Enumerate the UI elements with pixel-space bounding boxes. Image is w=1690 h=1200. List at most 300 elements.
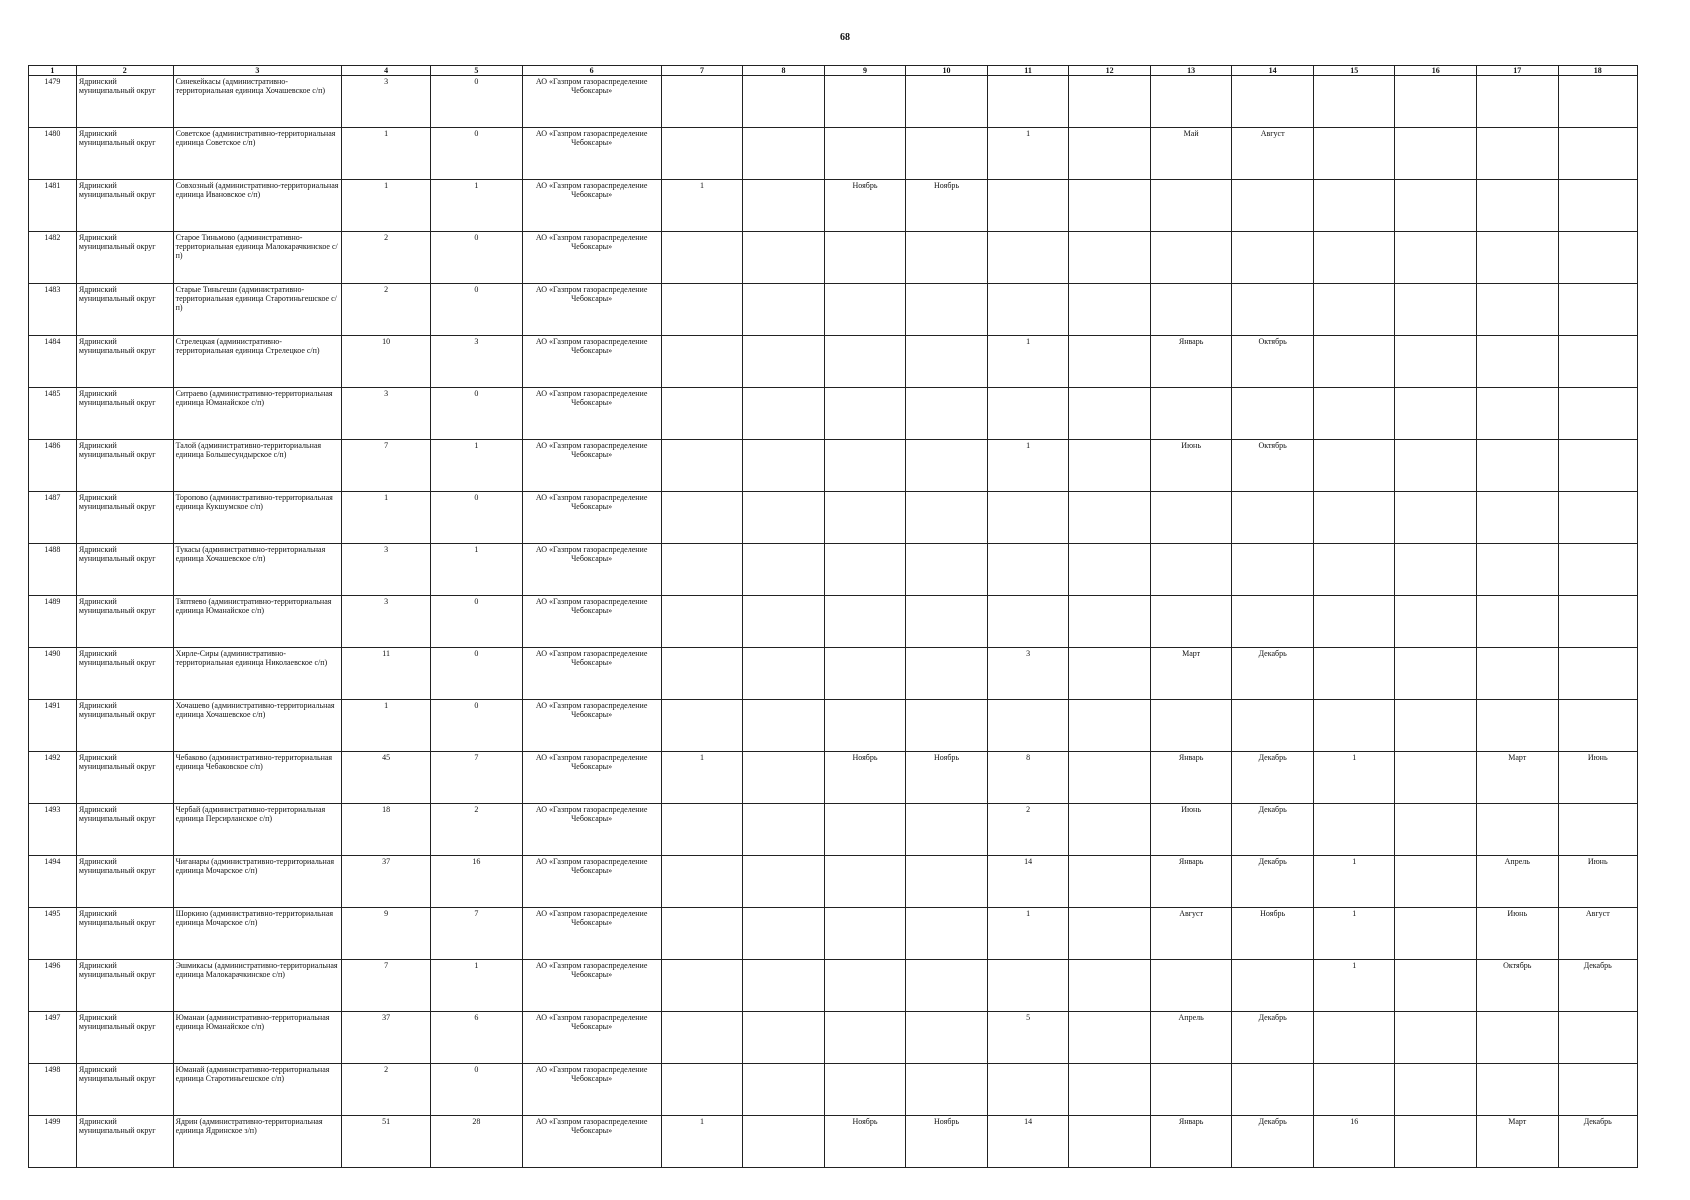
col10-cell — [906, 856, 988, 908]
col18-cell — [1558, 128, 1637, 180]
col15-cell — [1313, 232, 1395, 284]
col18-cell — [1558, 336, 1637, 388]
col17-cell — [1477, 440, 1559, 492]
col14-cell: Август — [1232, 128, 1314, 180]
district-cell: Ядринский муниципальный округ — [76, 492, 173, 544]
col9-cell — [824, 232, 906, 284]
col15-cell — [1313, 544, 1395, 596]
col11-cell: 5 — [987, 1012, 1069, 1064]
col13-cell — [1150, 284, 1232, 336]
col13-cell: Август — [1150, 908, 1232, 960]
col18-cell: Август — [1558, 908, 1637, 960]
col15-cell — [1313, 1064, 1395, 1116]
col15-cell — [1313, 648, 1395, 700]
col8-cell — [743, 960, 825, 1012]
row-number: 1498 — [29, 1064, 77, 1116]
col15-cell — [1313, 700, 1395, 752]
table-row — [29, 1012, 1638, 1064]
col4-cell: 1 — [342, 700, 431, 752]
organization-cell: АО «Газпром газораспределение Чебоксары» — [522, 388, 661, 440]
col13-cell — [1150, 700, 1232, 752]
organization-cell: АО «Газпром газораспределение Чебоксары» — [522, 128, 661, 180]
col17-cell: Апрель — [1477, 856, 1559, 908]
column-number-8: 8 — [743, 66, 825, 76]
col7-cell: 1 — [661, 752, 743, 804]
col17-cell — [1477, 388, 1559, 440]
settlement-cell: Совхозный (административно-территориальная единица Ивановское с/п) — [173, 180, 342, 232]
col16-cell — [1395, 440, 1477, 492]
row-number: 1485 — [29, 388, 77, 440]
col7-cell — [661, 908, 743, 960]
col16-cell — [1395, 180, 1477, 232]
col9-cell — [824, 960, 906, 1012]
organization-cell: АО «Газпром газораспределение Чебоксары» — [522, 908, 661, 960]
col12-cell — [1069, 544, 1151, 596]
settlement-cell: Чербай (административно-территориальная единица Персирланское с/п) — [173, 804, 342, 856]
col8-cell — [743, 908, 825, 960]
column-number-2: 2 — [76, 66, 173, 76]
column-number-16: 16 — [1395, 66, 1477, 76]
col8-cell — [743, 76, 825, 128]
col10-cell: Ноябрь — [906, 1116, 988, 1168]
col14-cell: Октябрь — [1232, 440, 1314, 492]
col16-cell — [1395, 492, 1477, 544]
district-cell: Ядринский муниципальный округ — [76, 752, 173, 804]
row-number: 1488 — [29, 544, 77, 596]
col7-cell — [661, 1064, 743, 1116]
col8-cell — [743, 1116, 825, 1168]
col4-cell: 10 — [342, 336, 431, 388]
col5-cell: 7 — [431, 908, 522, 960]
col4-cell: 7 — [342, 440, 431, 492]
col7-cell — [661, 804, 743, 856]
col14-cell: Декабрь — [1232, 1012, 1314, 1064]
col11-cell: 2 — [987, 804, 1069, 856]
col11-cell: 3 — [987, 648, 1069, 700]
col18-cell — [1558, 76, 1637, 128]
table-row — [29, 388, 1638, 440]
col9-cell — [824, 1012, 906, 1064]
col17-cell — [1477, 492, 1559, 544]
col9-cell — [824, 284, 906, 336]
organization-cell: АО «Газпром газораспределение Чебоксары» — [522, 856, 661, 908]
col11-cell — [987, 180, 1069, 232]
col18-cell: Июнь — [1558, 752, 1637, 804]
col10-cell — [906, 544, 988, 596]
col17-cell: Октябрь — [1477, 960, 1559, 1012]
col8-cell — [743, 700, 825, 752]
col17-cell — [1477, 128, 1559, 180]
col16-cell — [1395, 388, 1477, 440]
settlement-cell: Ядрин (административно-территориальная единица Ядринское з/п) — [173, 1116, 342, 1168]
col8-cell — [743, 336, 825, 388]
col18-cell — [1558, 648, 1637, 700]
col17-cell: Март — [1477, 752, 1559, 804]
col10-cell — [906, 908, 988, 960]
col16-cell — [1395, 752, 1477, 804]
row-number: 1486 — [29, 440, 77, 492]
col7-cell — [661, 856, 743, 908]
col12-cell — [1069, 960, 1151, 1012]
settlement-cell: Хирле-Сиры (административно-территориальная единица Николаевское с/п) — [173, 648, 342, 700]
col17-cell — [1477, 596, 1559, 648]
col7-cell — [661, 76, 743, 128]
col4-cell: 37 — [342, 856, 431, 908]
col15-cell — [1313, 128, 1395, 180]
column-number-4: 4 — [342, 66, 431, 76]
column-number-9: 9 — [824, 66, 906, 76]
col11-cell — [987, 700, 1069, 752]
col4-cell: 2 — [342, 284, 431, 336]
col17-cell: Июнь — [1477, 908, 1559, 960]
col10-cell — [906, 960, 988, 1012]
table-row — [29, 1116, 1638, 1168]
col12-cell — [1069, 648, 1151, 700]
col4-cell: 1 — [342, 180, 431, 232]
col7-cell — [661, 960, 743, 1012]
col4-cell: 9 — [342, 908, 431, 960]
col4-cell: 37 — [342, 1012, 431, 1064]
col14-cell — [1232, 544, 1314, 596]
row-number: 1480 — [29, 128, 77, 180]
col4-cell: 51 — [342, 1116, 431, 1168]
table-row — [29, 648, 1638, 700]
col7-cell: 1 — [661, 180, 743, 232]
column-number-6: 6 — [522, 66, 661, 76]
column-number-5: 5 — [431, 66, 522, 76]
col16-cell — [1395, 336, 1477, 388]
settlement-cell: Юманай (административно-территориальная единица Старотиньгешское с/п) — [173, 1064, 342, 1116]
organization-cell: АО «Газпром газораспределение Чебоксары» — [522, 700, 661, 752]
col13-cell — [1150, 960, 1232, 1012]
col12-cell — [1069, 700, 1151, 752]
table-row — [29, 128, 1638, 180]
row-number: 1495 — [29, 908, 77, 960]
district-cell: Ядринский муниципальный округ — [76, 960, 173, 1012]
col15-cell — [1313, 76, 1395, 128]
table-row — [29, 284, 1638, 336]
district-cell: Ядринский муниципальный округ — [76, 596, 173, 648]
table-body — [29, 76, 1638, 1168]
col15-cell — [1313, 388, 1395, 440]
table-row — [29, 596, 1638, 648]
district-cell: Ядринский муниципальный округ — [76, 388, 173, 440]
col12-cell — [1069, 908, 1151, 960]
col12-cell — [1069, 128, 1151, 180]
col13-cell — [1150, 180, 1232, 232]
col8-cell — [743, 440, 825, 492]
organization-cell: АО «Газпром газораспределение Чебоксары» — [522, 1064, 661, 1116]
col7-cell — [661, 128, 743, 180]
col14-cell — [1232, 1064, 1314, 1116]
col9-cell — [824, 492, 906, 544]
col13-cell: Март — [1150, 648, 1232, 700]
col13-cell: Январь — [1150, 336, 1232, 388]
col5-cell: 3 — [431, 336, 522, 388]
organization-cell: АО «Газпром газораспределение Чебоксары» — [522, 284, 661, 336]
col14-cell: Декабрь — [1232, 856, 1314, 908]
col10-cell — [906, 76, 988, 128]
col16-cell — [1395, 596, 1477, 648]
col18-cell: Июнь — [1558, 856, 1637, 908]
col17-cell — [1477, 336, 1559, 388]
col4-cell: 2 — [342, 1064, 431, 1116]
col17-cell — [1477, 544, 1559, 596]
col12-cell — [1069, 388, 1151, 440]
col13-cell — [1150, 596, 1232, 648]
col8-cell — [743, 856, 825, 908]
col18-cell — [1558, 700, 1637, 752]
col15-cell — [1313, 440, 1395, 492]
col7-cell — [661, 284, 743, 336]
col13-cell: Январь — [1150, 856, 1232, 908]
col11-cell — [987, 232, 1069, 284]
settlement-cell: Талой (административно-территориальная единица Большесундырское с/п) — [173, 440, 342, 492]
col5-cell: 1 — [431, 544, 522, 596]
col4-cell: 2 — [342, 232, 431, 284]
col12-cell — [1069, 1012, 1151, 1064]
col13-cell — [1150, 388, 1232, 440]
row-number: 1484 — [29, 336, 77, 388]
col18-cell — [1558, 596, 1637, 648]
col12-cell — [1069, 284, 1151, 336]
col14-cell — [1232, 492, 1314, 544]
row-number: 1491 — [29, 700, 77, 752]
col8-cell — [743, 284, 825, 336]
col9-cell — [824, 804, 906, 856]
table-row — [29, 492, 1638, 544]
col12-cell — [1069, 596, 1151, 648]
col14-cell — [1232, 960, 1314, 1012]
col7-cell — [661, 388, 743, 440]
col5-cell: 1 — [431, 440, 522, 492]
col14-cell: Ноябрь — [1232, 908, 1314, 960]
district-cell: Ядринский муниципальный округ — [76, 1012, 173, 1064]
col5-cell: 0 — [431, 700, 522, 752]
row-number: 1493 — [29, 804, 77, 856]
settlement-cell: Шоркино (административно-территориальная единица Мочарское с/п) — [173, 908, 342, 960]
col12-cell — [1069, 804, 1151, 856]
organization-cell: АО «Газпром газораспределение Чебоксары» — [522, 232, 661, 284]
column-number-15: 15 — [1313, 66, 1395, 76]
col5-cell: 1 — [431, 180, 522, 232]
col8-cell — [743, 492, 825, 544]
col15-cell — [1313, 336, 1395, 388]
col15-cell: 1 — [1313, 752, 1395, 804]
col4-cell: 18 — [342, 804, 431, 856]
col8-cell — [743, 648, 825, 700]
col15-cell — [1313, 596, 1395, 648]
row-number: 1499 — [29, 1116, 77, 1168]
organization-cell: АО «Газпром газораспределение Чебоксары» — [522, 596, 661, 648]
col5-cell: 0 — [431, 388, 522, 440]
column-number-row — [29, 66, 1638, 76]
col18-cell — [1558, 440, 1637, 492]
col9-cell: Ноябрь — [824, 1116, 906, 1168]
col10-cell: Ноябрь — [906, 752, 988, 804]
organization-cell: АО «Газпром газораспределение Чебоксары» — [522, 336, 661, 388]
table-row — [29, 180, 1638, 232]
col4-cell: 3 — [342, 596, 431, 648]
organization-cell: АО «Газпром газораспределение Чебоксары» — [522, 648, 661, 700]
col16-cell — [1395, 700, 1477, 752]
district-cell: Ядринский муниципальный округ — [76, 648, 173, 700]
col4-cell: 1 — [342, 492, 431, 544]
col5-cell: 0 — [431, 76, 522, 128]
settlement-cell: Тяптяево (административно-территориальная единица Юманайское с/п) — [173, 596, 342, 648]
table-row — [29, 856, 1638, 908]
col5-cell: 0 — [431, 284, 522, 336]
col4-cell: 1 — [342, 128, 431, 180]
col7-cell — [661, 1012, 743, 1064]
col17-cell — [1477, 76, 1559, 128]
col12-cell — [1069, 336, 1151, 388]
col4-cell: 3 — [342, 388, 431, 440]
settlement-cell: Ситраево (административно-территориальная единица Юманайское с/п) — [173, 388, 342, 440]
col9-cell: Ноябрь — [824, 752, 906, 804]
col5-cell: 1 — [431, 960, 522, 1012]
district-cell: Ядринский муниципальный округ — [76, 336, 173, 388]
col7-cell — [661, 492, 743, 544]
col9-cell — [824, 908, 906, 960]
table-row — [29, 232, 1638, 284]
col14-cell — [1232, 180, 1314, 232]
col18-cell — [1558, 1012, 1637, 1064]
column-number-10: 10 — [906, 66, 988, 76]
col9-cell — [824, 336, 906, 388]
column-number-7: 7 — [661, 66, 743, 76]
col13-cell: Май — [1150, 128, 1232, 180]
district-cell: Ядринский муниципальный округ — [76, 128, 173, 180]
col10-cell — [906, 700, 988, 752]
district-cell: Ядринский муниципальный округ — [76, 284, 173, 336]
col9-cell — [824, 544, 906, 596]
column-number-14: 14 — [1232, 66, 1314, 76]
settlement-cell: Чебаково (административно-территориальная единица Чебаковское с/п) — [173, 752, 342, 804]
col13-cell: Январь — [1150, 752, 1232, 804]
table-row — [29, 752, 1638, 804]
col10-cell — [906, 804, 988, 856]
organization-cell: АО «Газпром газораспределение Чебоксары» — [522, 804, 661, 856]
settlement-cell: Синекейкасы (административно-территориальная единица Хочашевское с/п) — [173, 76, 342, 128]
column-number-3: 3 — [173, 66, 342, 76]
col17-cell — [1477, 1064, 1559, 1116]
settlement-cell: Юманаи (административно-территориальная единица Юманайское с/п) — [173, 1012, 342, 1064]
col11-cell — [987, 1064, 1069, 1116]
settlement-cell: Торопово (административно-территориальная единица Кукшумское с/п) — [173, 492, 342, 544]
col15-cell: 16 — [1313, 1116, 1395, 1168]
col12-cell — [1069, 1116, 1151, 1168]
col8-cell — [743, 180, 825, 232]
col5-cell: 0 — [431, 128, 522, 180]
col16-cell — [1395, 856, 1477, 908]
col13-cell — [1150, 1064, 1232, 1116]
col18-cell — [1558, 492, 1637, 544]
district-cell: Ядринский муниципальный округ — [76, 700, 173, 752]
col18-cell — [1558, 232, 1637, 284]
table-row — [29, 804, 1638, 856]
col18-cell — [1558, 804, 1637, 856]
col15-cell: 1 — [1313, 960, 1395, 1012]
row-number: 1490 — [29, 648, 77, 700]
organization-cell: АО «Газпром газораспределение Чебоксары» — [522, 1012, 661, 1064]
col11-cell — [987, 492, 1069, 544]
col7-cell — [661, 596, 743, 648]
settlement-cell: Тукасы (административно-территориальная единица Хочашевское с/п) — [173, 544, 342, 596]
district-cell: Ядринский муниципальный округ — [76, 856, 173, 908]
col9-cell — [824, 856, 906, 908]
col13-cell — [1150, 76, 1232, 128]
col18-cell: Декабрь — [1558, 960, 1637, 1012]
column-number-1: 1 — [29, 66, 77, 76]
col9-cell — [824, 128, 906, 180]
row-number: 1483 — [29, 284, 77, 336]
col8-cell — [743, 544, 825, 596]
district-cell: Ядринский муниципальный округ — [76, 76, 173, 128]
col13-cell: Июнь — [1150, 804, 1232, 856]
col5-cell: 0 — [431, 596, 522, 648]
settlement-cell: Старые Тиньгеши (административно-территориальная единица Старотиньгешское с/п) — [173, 284, 342, 336]
col14-cell — [1232, 284, 1314, 336]
col7-cell — [661, 544, 743, 596]
col9-cell — [824, 1064, 906, 1116]
row-number: 1497 — [29, 1012, 77, 1064]
col17-cell: Март — [1477, 1116, 1559, 1168]
col16-cell — [1395, 960, 1477, 1012]
organization-cell: АО «Газпром газораспределение Чебоксары» — [522, 544, 661, 596]
col5-cell: 28 — [431, 1116, 522, 1168]
col12-cell — [1069, 856, 1151, 908]
col9-cell: Ноябрь — [824, 180, 906, 232]
col5-cell: 0 — [431, 648, 522, 700]
col9-cell — [824, 388, 906, 440]
col18-cell — [1558, 388, 1637, 440]
col16-cell — [1395, 76, 1477, 128]
col9-cell — [824, 700, 906, 752]
district-cell: Ядринский муниципальный округ — [76, 232, 173, 284]
col11-cell: 14 — [987, 856, 1069, 908]
settlement-cell: Хочашево (административно-территориальная единица Хочашевское с/п) — [173, 700, 342, 752]
col16-cell — [1395, 804, 1477, 856]
col8-cell — [743, 596, 825, 648]
col11-cell — [987, 284, 1069, 336]
col12-cell — [1069, 180, 1151, 232]
col7-cell — [661, 336, 743, 388]
col13-cell — [1150, 544, 1232, 596]
col13-cell: Июнь — [1150, 440, 1232, 492]
col9-cell — [824, 648, 906, 700]
col12-cell — [1069, 232, 1151, 284]
row-number: 1489 — [29, 596, 77, 648]
col16-cell — [1395, 1116, 1477, 1168]
column-number-17: 17 — [1477, 66, 1559, 76]
col11-cell: 1 — [987, 336, 1069, 388]
col8-cell — [743, 1012, 825, 1064]
column-number-12: 12 — [1069, 66, 1151, 76]
col13-cell: Апрель — [1150, 1012, 1232, 1064]
col18-cell: Декабрь — [1558, 1116, 1637, 1168]
col14-cell: Декабрь — [1232, 1116, 1314, 1168]
col8-cell — [743, 804, 825, 856]
district-cell: Ядринский муниципальный округ — [76, 1116, 173, 1168]
district-cell: Ядринский муниципальный округ — [76, 180, 173, 232]
col14-cell: Декабрь — [1232, 648, 1314, 700]
col4-cell: 3 — [342, 544, 431, 596]
col17-cell — [1477, 648, 1559, 700]
col12-cell — [1069, 76, 1151, 128]
row-number: 1479 — [29, 76, 77, 128]
col10-cell — [906, 388, 988, 440]
